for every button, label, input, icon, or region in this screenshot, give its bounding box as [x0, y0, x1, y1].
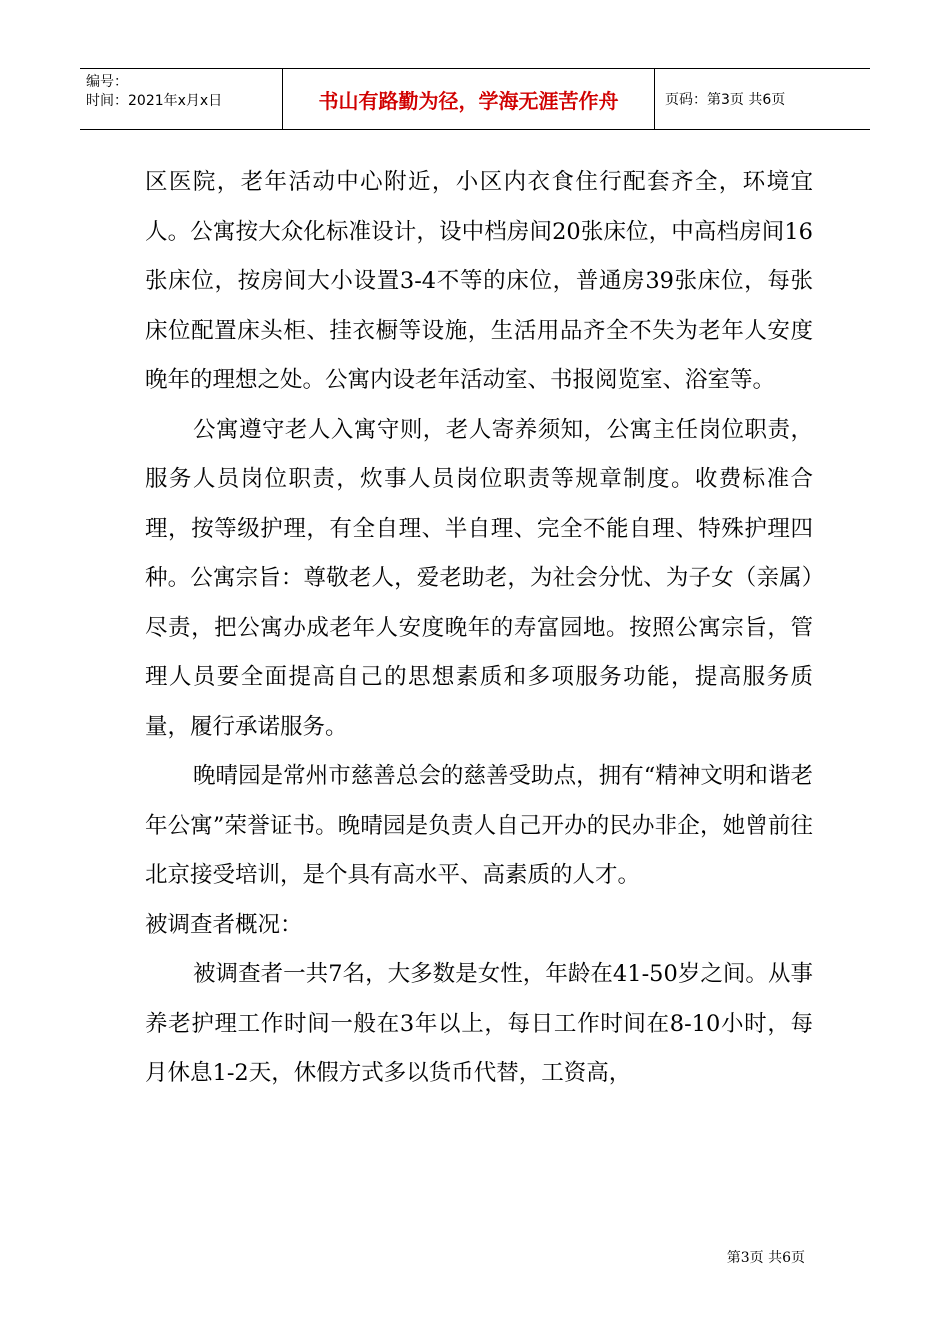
document-time-label: 时间：2021年x月x日 — [86, 93, 223, 109]
section-heading: 被调查者概况： — [145, 911, 303, 938]
header-page-number: 页码：第3页 共6页 — [665, 92, 786, 108]
header-motto: 书山有路勤为径，学海无涯苦作舟 — [283, 69, 655, 129]
paragraph: 被调查者一共7名，大多数是女性，年龄在41-50岁之间。从事养老护理工作时间一般在3年以上，每日工作时间在8-10小时，每月休息1-2天，休假方式多以货币代替，工资高， — [145, 961, 813, 1086]
page-footer: 第3页 共6页 — [726, 1250, 805, 1266]
paragraph: 公寓遵守老人入寓守则，老人寄养须知，公寓主任岗位职责，服务人员岗位职责，炊事人员岗位职责等规章制度。收费标准合理，按等级护理，有全自理、半自理、完全不能自理、特殊护理四种。公寓宗旨：尊敬老人，爱老助老，为社会分忧、为子女（亲属）尽责，把公寓办成老年人安度晚年的寿富园地。按照公寓宗旨，管理人员要全面提高自己的思想素质和多项服务功能，提高服务质量，履行承诺服务。 — [145, 416, 813, 740]
document-header — [80, 68, 870, 130]
paragraph: 晚晴园是常州市慈善总会的慈善受助点，拥有“精神文明和谐老年公寓”荣誉证书。晚晴园是负责人自己开办的民办非企，她曾前往北京接受培训，是个具有高水平、高素质的人才。 — [145, 763, 813, 888]
document-body — [145, 158, 813, 1099]
document-number-label: 编号： — [86, 74, 128, 90]
header-meta-cell — [80, 69, 283, 129]
paragraph: 区医院，老年活动中心附近，小区内衣食住行配套齐全，环境宜人。公寓按大众化标准设计，设中档房间20张床位，中高档房间16张床位，按房间大小设置3-4不等的床位，普通房39张床位，每张床位配置床头柜、挂衣橱等设施，生活用品齐全不失为老年人安度晚年的理想之处。公寓内设老年活动室、书报阅览室、浴室等。 — [145, 169, 813, 393]
